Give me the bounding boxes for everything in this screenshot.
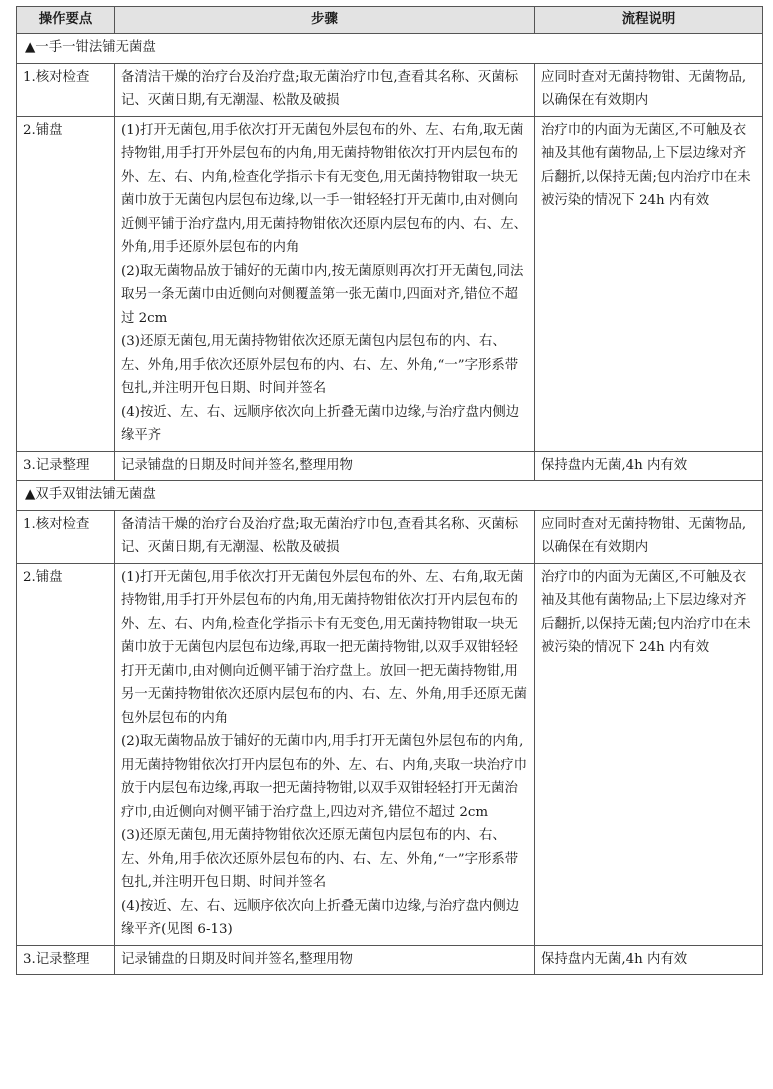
step-paragraph: (2)取无菌物品放于铺好的无菌巾内,用手打开无菌包外层包布的内角,用无菌持物钳依次打开内层包布的外、左、右、内角,夹取一块治疗巾放于内层包布边缘,再取一把无菌持物钳,以双手双钳轻轻打开无菌治疗巾,由近侧向对侧平铺于治疗盘上,四边对齐,错位不超过 2cm	[121, 734, 527, 820]
step-paragraph: 记录铺盘的日期及时间并签名,整理用物	[121, 951, 353, 967]
operation-point-cell: 1.核对检查	[17, 63, 115, 116]
table-row	[17, 510, 763, 563]
header-steps: 步骤	[115, 7, 535, 34]
table-row	[17, 563, 763, 945]
header-operation-point: 操作要点	[17, 7, 115, 34]
table-row	[17, 116, 763, 451]
section-title: ▲双手双钳法铺无菌盘	[17, 481, 763, 511]
step-paragraph: (2)取无菌物品放于铺好的无菌巾内,按无菌原则再次打开无菌包,同法取另一条无菌巾由近侧向对侧覆盖第一张无菌巾,四面对齐,错位不超过 2cm	[121, 263, 524, 326]
notes-cell: 保持盘内无菌,4h 内有效	[535, 945, 763, 975]
operation-point-cell: 2.铺盘	[17, 116, 115, 451]
step-paragraph: (4)按近、左、右、远顺序依次向上折叠无菌巾边缘,与治疗盘内侧边缘平齐(见图 6-13)	[121, 898, 520, 937]
table-row	[17, 945, 763, 975]
steps-cell	[115, 63, 535, 116]
notes-cell: 治疗巾的内面为无菌区,不可触及衣袖及其他有菌物品,上下层边缘对齐后翻折,以保持无菌;包内治疗巾在未被污染的情况下 24h 内有效	[535, 116, 763, 451]
header-process-notes: 流程说明	[535, 7, 763, 34]
step-paragraph: 记录铺盘的日期及时间并签名,整理用物	[121, 457, 353, 473]
step-paragraph: (3)还原无菌包,用无菌持物钳依次还原无菌包内层包布的内、右、左、外角,用手依次还原外层包布的内、右、左、外角,“一”字形系带包扎,并注明开包日期、时间并签名	[121, 334, 519, 396]
step-paragraph: 备清洁干燥的治疗台及治疗盘;取无菌治疗巾包,查看其名称、灭菌标记、灭菌日期,有无潮湿、松散及破损	[121, 516, 519, 555]
section-title: ▲一手一钳法铺无菌盘	[17, 34, 763, 64]
table-row	[17, 451, 763, 481]
notes-cell: 保持盘内无菌,4h 内有效	[535, 451, 763, 481]
step-paragraph: (1)打开无菌包,用手依次打开无菌包外层包布的外、左、右角,取无菌持物钳,用手打开外层包布的内角,用无菌持物钳依次打开内层包布的外、左、右、内角,检查化学指示卡有无变色,用无菌持物钳取一块无菌巾放于无菌包内层包布边缘,以一手一钳轻轻打开无菌巾,由对侧向近侧平铺于治疗盘内,用无菌持物钳依次还原内层包布的内、右、左、外角,用手还原外层包布的内角	[121, 122, 527, 255]
operation-point-cell: 3.记录整理	[17, 945, 115, 975]
section-heading-row	[17, 481, 763, 511]
table-header-row	[17, 7, 763, 34]
notes-cell: 应同时查对无菌持物钳、无菌物品,以确保在有效期内	[535, 63, 763, 116]
section-heading-row	[17, 34, 763, 64]
step-paragraph: (1)打开无菌包,用手依次打开无菌包外层包布的外、左、右角,取无菌持物钳,用手打开外层包布的内角,用无菌持物钳依次打开内层包布的外、左、右、内角,检查化学指示卡有无变色,用无菌持物钳取一块无菌巾放于无菌包内层包布边缘,再取一把无菌持物钳,以双手双钳轻轻打开无菌巾,由对侧向近侧平铺于治疗盘上。放回一把无菌持物钳,用另一无菌持物钳依次还原内层包布的内、右、左、外角,用手还原无菌包外层包布的内角	[121, 569, 527, 726]
steps-cell	[115, 451, 535, 481]
steps-cell	[115, 116, 535, 451]
notes-cell: 治疗巾的内面为无菌区,不可触及衣袖及其他有菌物品;上下层边缘对齐后翻折,以保持无菌;包内治疗巾在未被污染的情况下 24h 内有效	[535, 563, 763, 945]
step-paragraph: (4)按近、左、右、远顺序依次向上折叠无菌巾边缘,与治疗盘内侧边缘平齐	[121, 404, 520, 443]
steps-cell	[115, 945, 535, 975]
procedure-table	[16, 6, 763, 975]
step-paragraph: 备清洁干燥的治疗台及治疗盘;取无菌治疗巾包,查看其名称、灭菌标记、灭菌日期,有无潮湿、松散及破损	[121, 69, 519, 108]
step-paragraph: (3)还原无菌包,用无菌持物钳依次还原无菌包内层包布的内、右、左、外角,用手依次还原外层包布的内、右、左、外角,“一”字形系带包扎,并注明开包日期、时间并签名	[121, 828, 519, 890]
notes-cell: 应同时查对无菌持物钳、无菌物品,以确保在有效期内	[535, 510, 763, 563]
operation-point-cell: 3.记录整理	[17, 451, 115, 481]
steps-cell	[115, 563, 535, 945]
steps-cell	[115, 510, 535, 563]
operation-point-cell: 1.核对检查	[17, 510, 115, 563]
table-row	[17, 63, 763, 116]
operation-point-cell: 2.铺盘	[17, 563, 115, 945]
